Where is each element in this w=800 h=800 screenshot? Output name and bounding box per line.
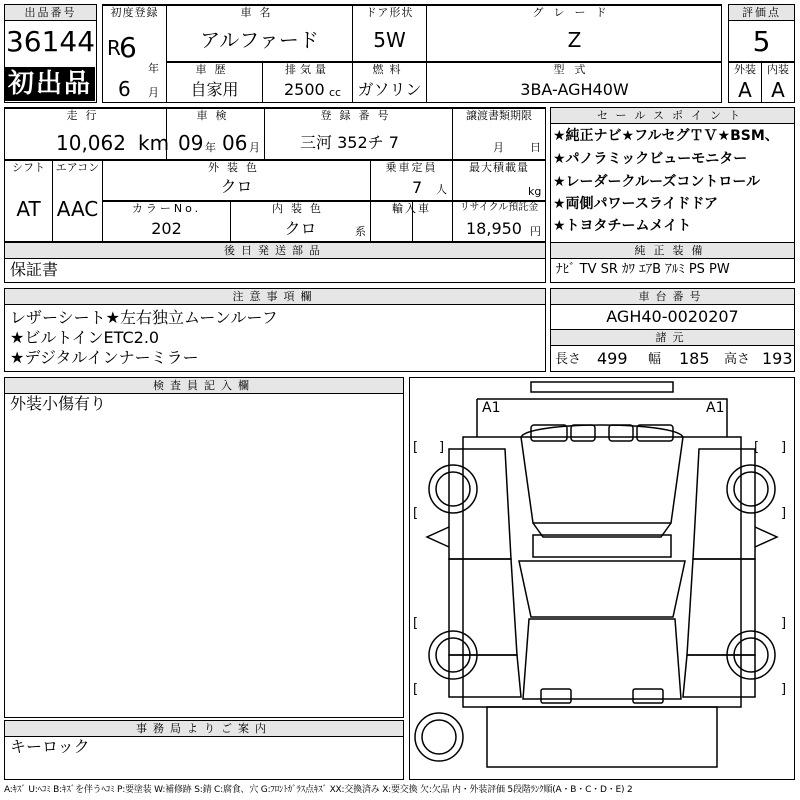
legend: A:ｷｽﾞ U:ﾍｺﾐ B:ｷｽﾞを伴うﾍｺﾐ P:要塗装 W:補修跡 S:錆 C:腐食、穴 G:ﾌﾛﾝﾄｶﾞﾗｽ点ｷｽﾞ XX:交換済み X:要交換 欠:欠品 内・外装評価 5段階ﾗﾝｸ順(A・B・C・D・E) 2 bbox=[4, 785, 633, 795]
displacement: 2500 bbox=[284, 80, 325, 99]
chassis-label: 車台番号 bbox=[551, 289, 794, 305]
svg-text:]: ] bbox=[781, 682, 787, 697]
equipment-value: ﾅﾋﾞ TV SR ｶﾜ ｴｱB ｱﾙﾐ PS PW bbox=[556, 262, 730, 277]
mileage-label: 走行 bbox=[66, 109, 105, 122]
import-label: 輸入車 bbox=[392, 202, 431, 215]
svg-text:[: [ bbox=[413, 506, 419, 521]
sub-header-bg bbox=[167, 62, 721, 63]
reg-year: 6 bbox=[119, 31, 137, 64]
sales-point-item: ★トヨタチームメイト bbox=[553, 218, 692, 234]
inspector-box bbox=[4, 377, 404, 718]
fuel: ガソリン bbox=[357, 80, 422, 99]
color-no: 202 bbox=[151, 219, 182, 238]
length-label: 長さ bbox=[555, 352, 582, 367]
chassis-number: AGH40-0020207 bbox=[606, 307, 739, 326]
sales-point-item: ★両側パワースライドドア bbox=[553, 196, 719, 212]
office-value: キーロック bbox=[10, 737, 90, 756]
height: 193 bbox=[762, 349, 793, 368]
max-load-unit: kg bbox=[528, 185, 542, 198]
transfer-label: 譲渡書類期限 bbox=[466, 109, 532, 122]
era: R bbox=[107, 36, 121, 60]
month-unit: 月 bbox=[148, 86, 159, 99]
inspection-label: 車検 bbox=[196, 109, 235, 122]
svg-text:]: ] bbox=[439, 440, 445, 455]
score-label: 評価点 bbox=[729, 5, 794, 21]
exterior-score: A bbox=[738, 78, 752, 102]
capacity-label: 乗車定員 bbox=[385, 161, 438, 174]
color-no-label: カラーNo. bbox=[131, 202, 202, 215]
reg-number: 三河 352チ 7 bbox=[300, 133, 399, 152]
sales-points-label: セールスポイント bbox=[551, 108, 794, 124]
shift-label: シフト bbox=[12, 161, 45, 174]
exterior-label: 外装 bbox=[734, 63, 756, 76]
door-type: 5W bbox=[373, 28, 406, 52]
reg-number-label: 登録番号 bbox=[320, 109, 397, 122]
inspector-value: 外装小傷有り bbox=[10, 394, 107, 413]
notes-line: ★デジタルインナーミラー bbox=[10, 348, 199, 367]
dims-label: 諸元 bbox=[551, 330, 794, 346]
insp-month-unit: 月 bbox=[249, 141, 260, 154]
sales-point-item: ★パノラミックビューモニター bbox=[553, 151, 748, 167]
score: 5 bbox=[752, 25, 771, 58]
notes-label: 注意事項欄 bbox=[5, 289, 545, 305]
recycle-unit: 円 bbox=[530, 225, 541, 238]
mileage: 10,062 bbox=[56, 131, 126, 155]
car-name-label: 車名 bbox=[240, 6, 279, 19]
capacity-unit: 人 bbox=[436, 183, 447, 196]
damage-mark-left: A1 bbox=[482, 400, 501, 416]
lot-number: 36144 bbox=[5, 25, 96, 58]
width: 185 bbox=[679, 349, 710, 368]
interior-label: 内装 bbox=[767, 63, 789, 76]
ext-color-label: 外装色 bbox=[208, 161, 265, 174]
displacement-label: 排気量 bbox=[285, 63, 330, 76]
car-name: アルファード bbox=[200, 28, 319, 52]
grade: Z bbox=[567, 28, 582, 52]
width-label: 幅 bbox=[648, 352, 662, 367]
door-label: ドア形状 bbox=[365, 6, 414, 19]
capacity: 7 bbox=[412, 178, 423, 197]
mileage-unit: km bbox=[138, 131, 170, 155]
length: 499 bbox=[597, 349, 628, 368]
transfer-day-unit: 日 bbox=[530, 141, 541, 154]
displacement-unit: cc bbox=[329, 86, 342, 99]
first-listing-badge: 初出品 bbox=[5, 67, 95, 101]
sales-point-item: ★レーダークルーズコントロール bbox=[553, 174, 761, 190]
sales-point-item: ★純正ナビ★フルセグＴＶ★BSM、 bbox=[553, 128, 779, 144]
model-label: 型式 bbox=[553, 63, 596, 76]
model-code: 3BA-AGH40W bbox=[520, 80, 629, 99]
svg-text:[: [ bbox=[413, 616, 419, 631]
svg-text:[: [ bbox=[413, 440, 419, 455]
year-unit: 年 bbox=[148, 62, 159, 75]
insp-year-unit: 年 bbox=[205, 141, 216, 154]
fuel-label: 燃料 bbox=[372, 63, 407, 76]
insp-month: 06 bbox=[222, 131, 248, 155]
notes-line: レザーシート★左右独立ムーンルーフ bbox=[10, 308, 278, 327]
svg-text:]: ] bbox=[781, 616, 787, 631]
svg-text:[: [ bbox=[413, 682, 419, 697]
damage-mark-right: A1 bbox=[706, 400, 725, 416]
transfer-month-unit: 月 bbox=[493, 141, 504, 154]
shift: AT bbox=[16, 197, 41, 221]
notes-line: ★ビルトインETC2.0 bbox=[10, 328, 160, 347]
svg-text:]: ] bbox=[781, 440, 787, 455]
svg-text:[: [ bbox=[754, 440, 760, 455]
aircon: AAC bbox=[56, 197, 99, 221]
history-label: 車歴 bbox=[195, 63, 234, 76]
recycle: 18,950 bbox=[466, 219, 522, 238]
int-color-unit: 系 bbox=[355, 225, 366, 238]
max-load-label: 最大積載量 bbox=[469, 161, 529, 174]
office-label: 事務局よりご案内 bbox=[5, 721, 403, 737]
later-parts-label: 後日発送部品 bbox=[5, 243, 545, 259]
car-diagram bbox=[409, 377, 795, 780]
height-label: 高さ bbox=[724, 352, 751, 367]
equipment-label: 純正装備 bbox=[551, 243, 794, 259]
lot-label: 出品番号 bbox=[5, 5, 96, 21]
recycle-label: リサイクル預託金 bbox=[459, 202, 539, 213]
ext-color: クロ bbox=[220, 177, 253, 196]
history: 自家用 bbox=[190, 80, 239, 99]
interior-score: A bbox=[771, 78, 785, 102]
insp-year: 09 bbox=[178, 131, 204, 155]
later-parts-value: 保証書 bbox=[10, 260, 59, 279]
first-reg-label: 初度登録 bbox=[110, 6, 159, 19]
reg-month: 6 bbox=[118, 77, 131, 101]
grade-label: グレード bbox=[532, 6, 617, 19]
aircon-label: エアコン bbox=[55, 161, 100, 174]
svg-text:]: ] bbox=[781, 506, 787, 521]
int-color: クロ bbox=[284, 219, 317, 238]
inspector-label: 検査員記入欄 bbox=[5, 378, 403, 394]
int-color-label: 内装色 bbox=[272, 202, 329, 215]
